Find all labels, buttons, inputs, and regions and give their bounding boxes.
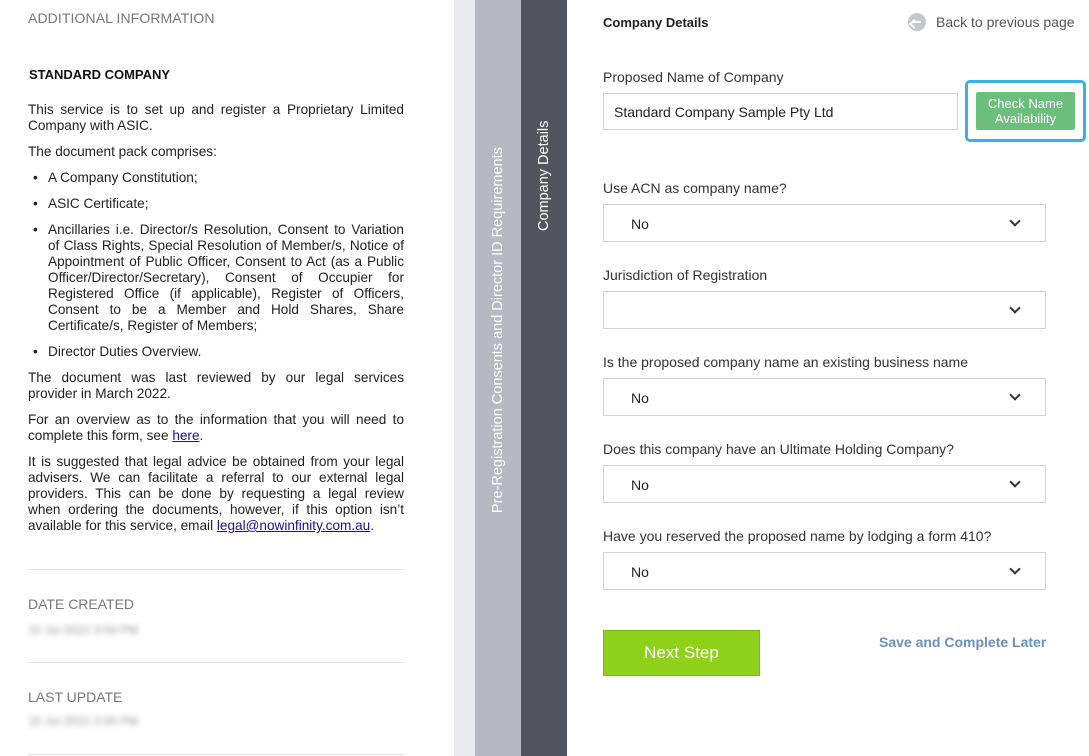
form-410-label: Have you reserved the proposed name by lodging a form 410?: [603, 528, 992, 544]
proposed-name-label: Proposed Name of Company: [603, 69, 784, 85]
existing-business-name-label: Is the proposed company name an existing business name: [603, 354, 968, 370]
date-created-value: 15 Jul 2022 3:59 PM: [28, 623, 139, 637]
intro-text: This service is to set up and register a Proprietary Limited Company with ASIC.: [28, 102, 404, 133]
overview-prefix: For an overview as to the information that you will need to complete this form, see: [28, 412, 404, 443]
existing-business-name-select[interactable]: [603, 378, 1046, 416]
chevron-down-icon: [1009, 215, 1020, 226]
pack-list: [28, 170, 404, 360]
ultimate-holding-select[interactable]: [603, 465, 1046, 503]
legal-email-link[interactable]: legal@nowinfinity.com.au: [216, 518, 371, 533]
tab-pre-registration[interactable]: [475, 0, 521, 756]
back-link-label: Back to previous page: [936, 14, 1075, 30]
additional-info-panel: [0, 0, 454, 756]
select-value: No: [631, 564, 649, 580]
jurisdiction-select[interactable]: [603, 291, 1046, 329]
chevron-down-icon: [1009, 302, 1020, 313]
advice-prefix: It is suggested that legal advice be obtained from your legal advisers. We can facilitate a referral to our external legal providers. This can be done by requesting a legal review when ordering the documents, however, if this option isn’t available for this service, email: [28, 454, 404, 533]
chevron-down-icon: [1009, 389, 1020, 400]
list-item: • A Company Constitution;: [28, 170, 404, 186]
overview-suffix: .: [199, 428, 204, 443]
advice-suffix: .: [370, 518, 375, 533]
reviewed-text: The document was last reviewed by our legal services provider in March 2022.: [28, 370, 404, 401]
list-item: • Ancillaries i.e. Director/s Resolution, Consent to Variation of Class Rights, Special Resolution of Member/s, Notice of Appointment of Public Officer, Consent to Act (as a Public Officer/Director/Secretary), Consent of Occupier for Registered Office (if applicable), Register of Officers, Consent to be a Member and Hold Shares, Share Certificate/s, Register of Members;: [28, 222, 404, 334]
overview-text: [28, 412, 404, 444]
arrow-left-circle-icon: [908, 13, 926, 31]
date-created-label: DATE CREATED: [28, 596, 135, 612]
pack-intro-text: The document pack comprises:: [28, 144, 217, 159]
tab-pre-registration-label: Pre-Registration Consents and Director ID Requirements: [490, 147, 506, 513]
select-value: No: [631, 477, 649, 493]
divider: [28, 569, 405, 570]
list-item: • ASIC Certificate;: [28, 196, 404, 212]
service-description: [28, 102, 404, 544]
panel-gutter: [454, 0, 475, 756]
section-heading: ADDITIONAL INFORMATION: [28, 10, 215, 26]
form-410-select[interactable]: [603, 552, 1046, 590]
last-update-value: 15 Jul 2022 3:59 PM: [28, 714, 139, 728]
jurisdiction-label: Jurisdiction of Registration: [603, 267, 768, 283]
proposed-name-input[interactable]: [603, 93, 958, 130]
tab-company-details-label: Company Details: [536, 120, 552, 231]
tab-company-details[interactable]: [521, 0, 567, 756]
last-update-label: LAST UPDATE: [28, 689, 123, 705]
back-to-previous-link[interactable]: [908, 13, 1075, 31]
select-value: No: [631, 216, 649, 232]
list-item: • Director Duties Overview.: [28, 344, 404, 360]
here-link[interactable]: here: [172, 428, 200, 443]
divider: [28, 754, 405, 755]
next-step-button[interactable]: Next Step: [603, 630, 760, 676]
chevron-down-icon: [1009, 476, 1020, 487]
service-title: STANDARD COMPANY: [29, 67, 171, 82]
save-complete-later-link[interactable]: Save and Complete Later: [879, 634, 1047, 650]
select-value: No: [631, 390, 649, 406]
form-title: Company Details: [603, 15, 709, 30]
chevron-down-icon: [1009, 563, 1020, 574]
ultimate-holding-label: Does this company have an Ultimate Holding Company?: [603, 441, 954, 457]
check-name-availability-button[interactable]: Check Name Availability: [976, 92, 1075, 130]
advice-text: [28, 454, 404, 534]
use-acn-select[interactable]: [603, 204, 1046, 242]
divider: [28, 662, 405, 663]
use-acn-label: Use ACN as company name?: [603, 180, 787, 196]
